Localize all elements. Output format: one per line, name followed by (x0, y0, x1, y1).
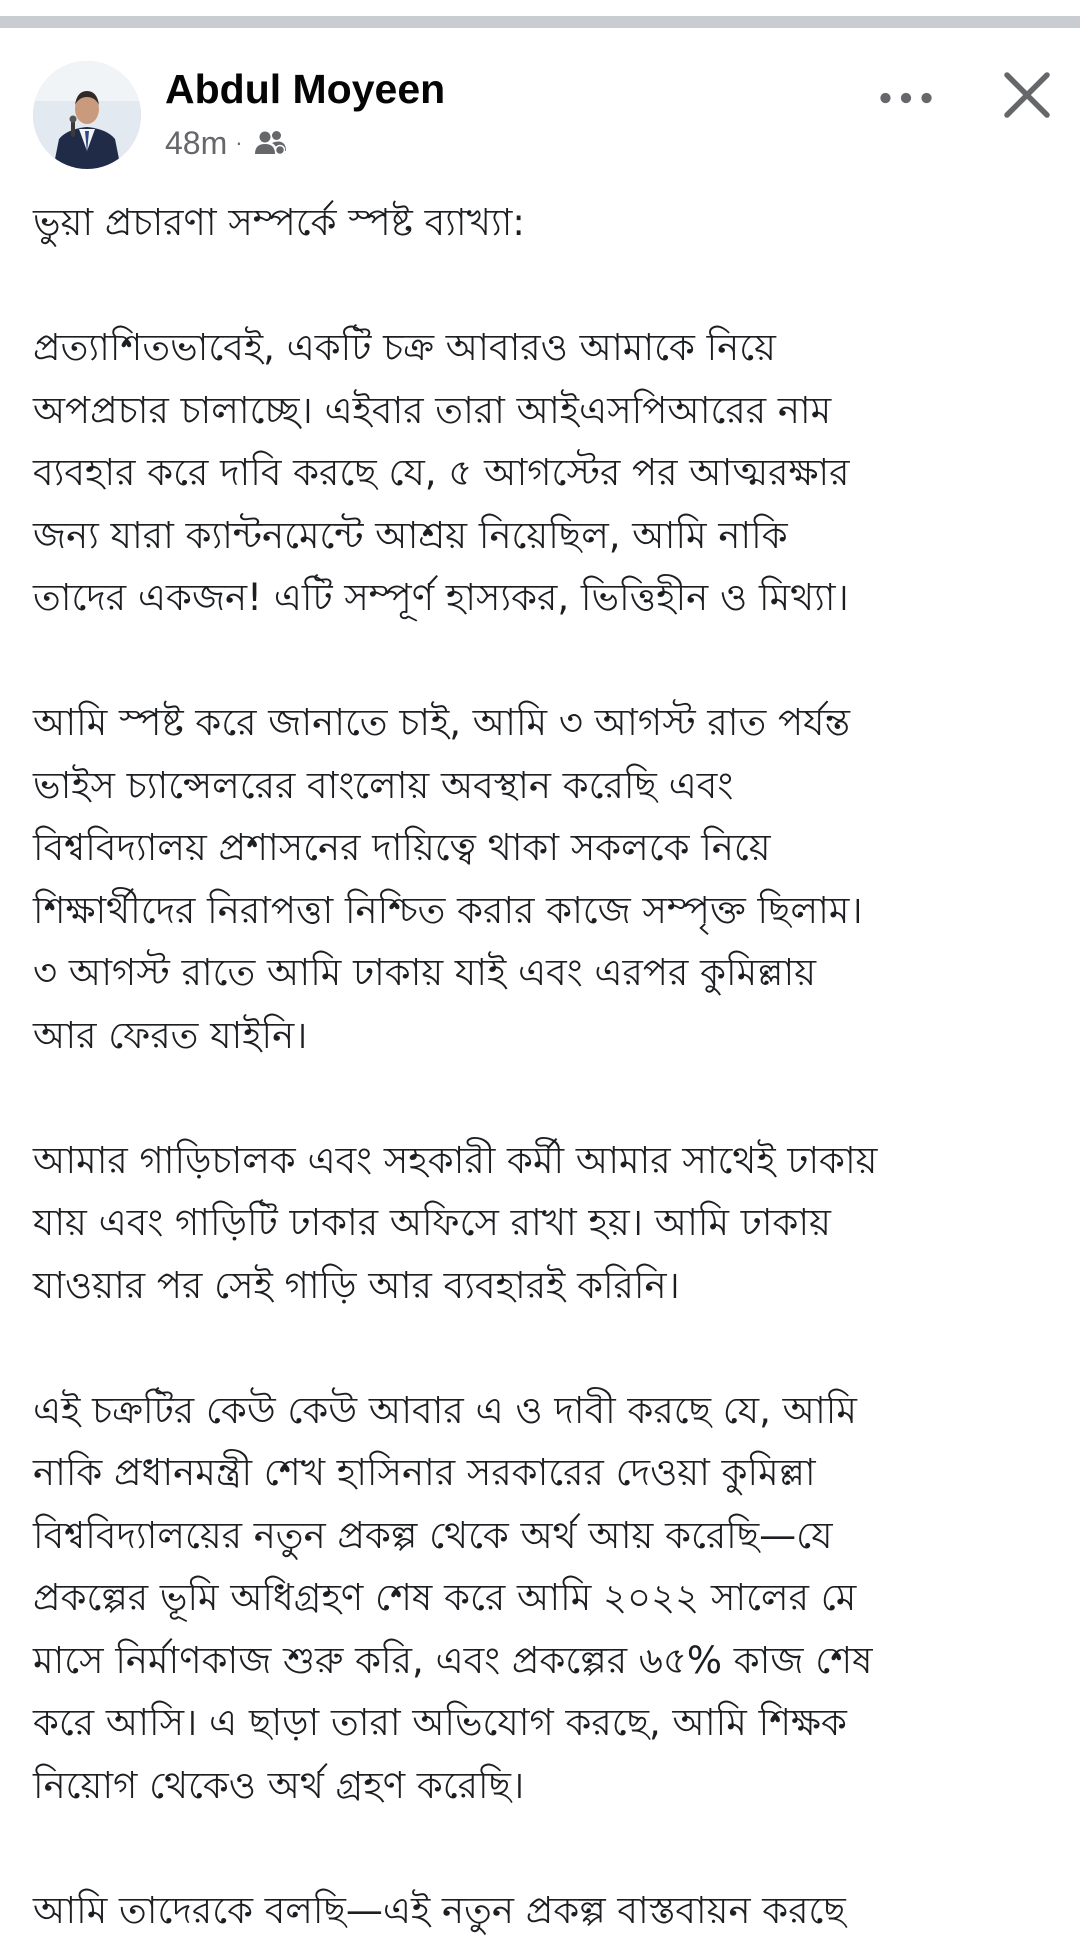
post-paragraph (33, 317, 1063, 630)
text-line: আমি তাদেরকে বলছি—এই নতুন প্রকল্প বাস্তবায়ন করছে (33, 1888, 846, 1932)
text-line: তাদের একজন! এটি সম্পূর্ণ হাস্যকর, ভিত্তিহীন ও মিথ্যা। (33, 576, 849, 619)
post-time[interactable]: 48m (165, 124, 228, 161)
text-line: নাকি প্রধানমন্ত্রী শেখ হাসিনার সরকারের দেওয়া কুমিল্লা (33, 1451, 816, 1494)
text-line: ভুয়া প্রচারণা সম্পর্কে স্পষ্ট ব্যাখ্যা: (33, 201, 525, 244)
text-line: যায় এবং গাড়িটি ঢাকার অফিসে রাখা হয়। আমি ঢাকায় (33, 1201, 831, 1244)
text-line: ৩ আগস্ট রাতে আমি ঢাকায় যাই এবং এরপর কুমিল্লায় (33, 951, 816, 994)
text-line: ব্যবহার করে দাবি করছে যে, ৫ আগস্টের পর আত্মরক্ষার (33, 451, 850, 494)
avatar[interactable] (33, 61, 141, 169)
divider-bar (0, 16, 1080, 28)
text-line: শিক্ষার্থীদের নিরাপত্তা নিশ্চিত করার কাজে সম্পৃক্ত ছিলাম। (33, 888, 863, 932)
post-paragraph (33, 1880, 1063, 1937)
post-paragraph (33, 1130, 1063, 1318)
post-paragraph (33, 1380, 1063, 1818)
text-line: অপপ্রচার চালাচ্ছে। এইবার তারা আইএসপিআরের নাম (33, 388, 832, 432)
text-line: প্রত্যাশিতভাবেই, একটি চক্র আবারও আমাকে নিয়ে (33, 326, 776, 369)
avatar-image (33, 61, 141, 169)
text-line: মাসে নির্মাণকাজ শুরু করি, এবং প্রকল্পের ৬৫% কাজ শেষ (33, 1638, 873, 1682)
text-line: বিশ্ববিদ্যালয়ের নতুন প্রকল্প থেকে অর্থ আয় করেছি—যে (33, 1513, 833, 1557)
author-name[interactable]: Abdul Moyeen (165, 66, 446, 112)
text-line: এই চক্রটির কেউ কেউ আবার এ ও দাবী করছে যে, আমি (33, 1388, 857, 1432)
more-options-button[interactable] (870, 68, 942, 128)
post-meta (165, 121, 287, 165)
text-line: করে আসি। এ ছাড়া তারা অভিযোগ করছে, আমি শিক্ষক (33, 1701, 847, 1744)
text-line: যাওয়ার পর সেই গাড়ি আর ব্যবহারই করিনি। (33, 1263, 680, 1307)
more-horizontal-icon (878, 91, 934, 105)
post-text (33, 192, 1063, 1937)
top-divider (0, 0, 1080, 28)
meta-separator: · (235, 130, 243, 155)
post-paragraph (33, 692, 1063, 1067)
text-line: নিয়োগ থেকেও অর্থ গ্রহণ করেছি। (33, 1763, 525, 1807)
text-line: ভাইস চ্যান্সেলরের বাংলোয় অবস্থান করেছি এবং (33, 763, 734, 807)
text-line: প্রকল্পের ভূমি অধিগ্রহণ শেষ করে আমি ২০২২ সালের মে (33, 1576, 857, 1619)
text-line: আর ফেরত যাইনি। (33, 1013, 308, 1057)
text-line: বিশ্ববিদ্যালয় প্রশাসনের দায়িত্বে থাকা সকলকে নিয়ে (33, 826, 771, 869)
post-paragraph (33, 192, 1063, 255)
close-button[interactable] (990, 58, 1064, 132)
friends-icon[interactable] (253, 128, 287, 158)
text-line: আমি স্পষ্ট করে জানাতে চাই, আমি ৩ আগস্ট রাত পর্যন্ত (33, 701, 850, 744)
text-line: জন্য যারা ক্যান্টনমেন্টে আশ্রয় নিয়েছিল, আমি নাকি (33, 513, 788, 557)
post-header (0, 28, 1080, 178)
text-line: আমার গাড়িচালক এবং সহকারী কর্মী আমার সাথেই ঢাকায় (33, 1138, 878, 1182)
close-icon (1003, 71, 1051, 119)
